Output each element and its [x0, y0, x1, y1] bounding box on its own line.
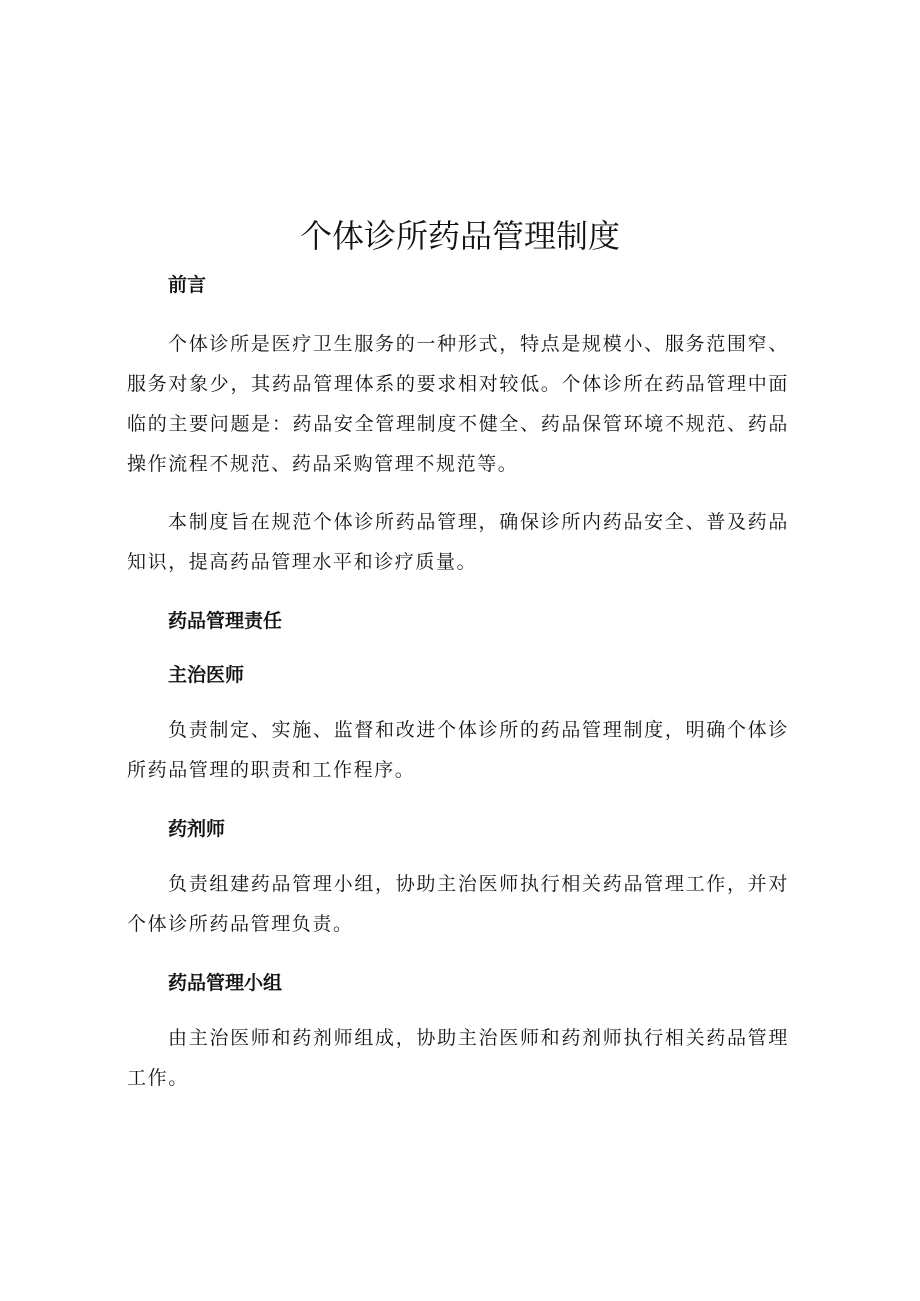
team-heading: 药品管理小组	[168, 972, 283, 994]
pharmacist-heading: 药剂师	[168, 818, 226, 840]
team-paragraph: 由主治医师和药剂师组成，协助主治医师和药剂师执行相关药品管理工作。	[127, 1027, 789, 1089]
doctor-paragraph: 负责制定、实施、监督和改进个体诊所的药品管理制度，明确个体诊所药品管理的职责和工作程序。	[127, 719, 789, 781]
preface-paragraph-2: 本制度旨在规范个体诊所药品管理，确保诊所内药品安全、普及药品知识，提高药品管理水平和诊疗质量。	[127, 511, 789, 573]
responsibility-heading: 药品管理责任	[168, 610, 283, 632]
document-title: 个体诊所药品管理制度	[299, 217, 620, 255]
preface-paragraph-1: 个体诊所是医疗卫生服务的一种形式，特点是规模小、服务范围窄、服务对象少，其药品管理体系的要求相对较低。个体诊所在药品管理中面临的主要问题是：药品安全管理制度不健全、药品保管环境不规范、药品操作流程不规范、药品采购管理不规范等。	[127, 333, 789, 475]
doctor-heading: 主治医师	[168, 664, 245, 686]
pharmacist-paragraph: 负责组建药品管理小组，协助主治医师执行相关药品管理工作，并对个体诊所药品管理负责。	[127, 873, 789, 935]
preface-heading: 前言	[168, 274, 207, 296]
document-body	[127, 268, 789, 1098]
